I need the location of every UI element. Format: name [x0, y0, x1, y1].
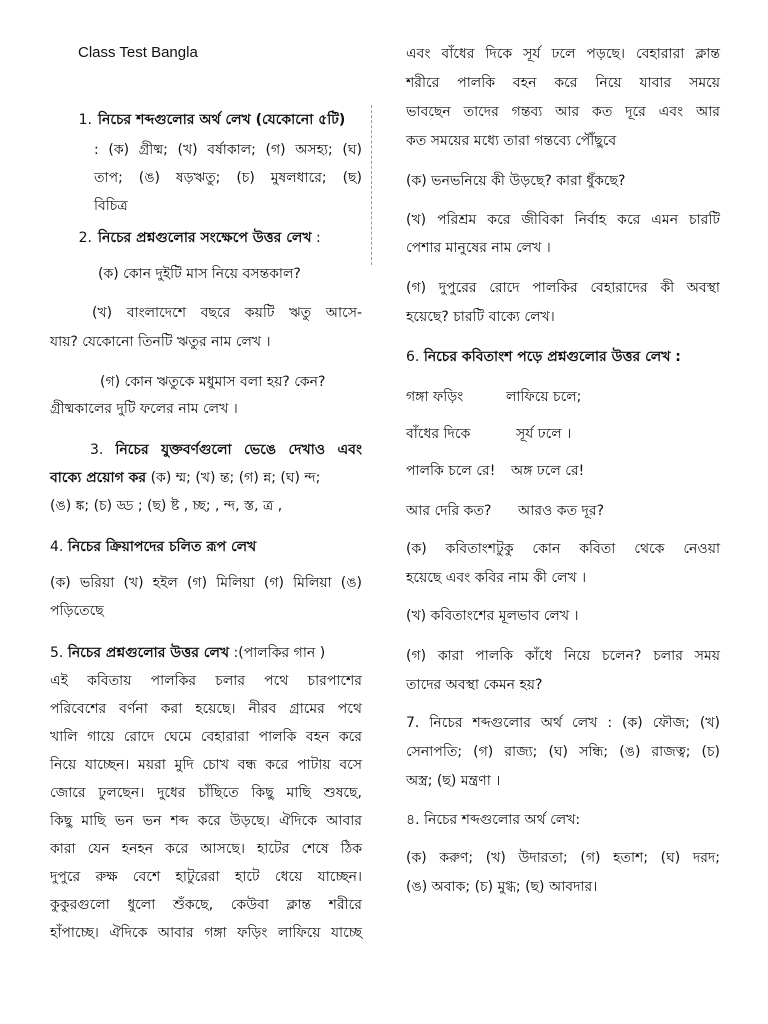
- q5-passage-line: হাঁপাচ্ছে। ঐদিকে আবার গঙ্গা ফড়িং লাফিয়ে যাচ্ছে: [50, 925, 362, 941]
- poem-line-left: আর দেরি কত?: [406, 503, 492, 519]
- q5-passage-line: এই কবিতায় পালকির চলার পথে চারপাশের: [50, 673, 362, 689]
- q1-line-2: তাপ; (ঙ) ষড়ঋতু; (চ) মুষলধারে; (ছ): [94, 170, 362, 186]
- q5-part-b-line-1: (খ) পরিশ্রম করে জীবিকা নির্বাহ করে এমন চারটি: [406, 212, 720, 228]
- q5-part-c-line-2: হয়েছে? চারটি বাক্যে লেখ।: [406, 309, 555, 325]
- q1-heading-text: নিচের শব্দগুলোর অর্থ লেখ (যেকোনো ৫টি): [98, 112, 346, 128]
- q6-heading: [406, 347, 720, 368]
- poem-line-right: সূর্য ঢলে ।: [516, 426, 572, 442]
- q5-passage-line: কিছু মাছি ভন ভন শব্দ করে উড়ছে। ঐদিকে আবার: [50, 813, 362, 829]
- q6-part-a-line-1: (ক) কবিতাংশটুকু কোন কবিতা থেকে নেওয়া: [406, 541, 720, 557]
- poem-line: [406, 424, 720, 445]
- q3-line-2: (ঙ) ঙ্ক; (চ) ড্ড ; (ছ) ষ্ট , চ্ছ; , ন্দ, স্ত, ত্র ,: [50, 498, 283, 514]
- q5-passage-cont-line: ভাবছেন তাদের গন্তব্য আর কত দূরে এবং আর: [406, 104, 720, 120]
- q7-line-2: সেনাপতি; (গ) রাজ্য; (ঘ) সন্ধি; (ঙ) রাজত্ব; (চ): [406, 744, 720, 760]
- q5-passage-line: খালি গায়ে রোদে ঘেমে বেহারারা পালকি বহন করে: [50, 729, 362, 745]
- q5-heading-text: নিচের প্রশ্নগুলোর উত্তর লেখ: [67, 645, 230, 661]
- q5-passage-cont-line: শরীরে পালকি বহন করে নিয়ে যাবার সময়ে: [406, 75, 720, 91]
- q6-part-a-line-2: হয়েছে এবং কবির নাম কী লেখ ।: [406, 570, 587, 586]
- q2-part-c-line-1: (গ) কোন ঋতুকে মধুমাস বলা হয়? কেন?: [100, 374, 326, 390]
- poem-line-left: পালকি চলে রে!: [406, 463, 496, 479]
- q6-heading-text: নিচের কবিতাংশ পড়ে প্রশ্নগুলোর উত্তর লেখ :: [423, 349, 681, 365]
- q1-heading: [62, 110, 362, 131]
- q5-part-a: (ক) ভনভনিয়ে কী উড়ছে? কারা ধুঁকছে?: [406, 173, 626, 189]
- q2-part-c-line-2: গ্রীষ্মকালের দুটি ফলের নাম লেখ ।: [50, 401, 238, 417]
- q5-passage-line: কারা যেন হনহন করে আসছে। হাটের শেষে ঠিক: [50, 841, 362, 857]
- q3-heading-text: নিচের যুক্তবর্ণগুলো ভেঙে দেখাও এবং: [115, 442, 363, 458]
- q3-number: 3.: [90, 442, 104, 458]
- q5-passage-line: কুকুরগুলো ধুলো শুঁকছে, কেউবা ক্লান্ত শরীরে: [50, 897, 362, 913]
- q4-line-1: (ক) ভরিয়া (খ) হইল (গ) মিলিয়া (গ) মিলিয়া (ঙ): [50, 575, 362, 591]
- q3-conjuncts-1: (ক) ম্ম; (খ) ন্ত; (গ) ন্ন; (ঘ) ন্দ;: [146, 470, 321, 486]
- poem-line-left: বাঁধের দিকে: [406, 426, 471, 442]
- q3-heading: [90, 440, 362, 461]
- poem-line: [406, 387, 720, 408]
- q4-heading-text: নিচের ক্রিয়াপদের চলিত রূপ লেখ: [67, 539, 257, 555]
- q5-passage-line: জোরে ঢুলছেন। দুধের চাঁছিতে কিছু মাছি শুষছে,: [50, 785, 362, 801]
- q7-line-3: অস্ত্র; (ছ) মন্ত্রণা ।: [406, 773, 501, 789]
- q5-part-c-line-1: (গ) দুপুরের রোদে পালকির বেহারাদের কী অবস্থা: [406, 280, 720, 296]
- q5-heading-suffix: :(পালকির গান ): [229, 645, 326, 661]
- q2-part-a: (ক) কোন দুইটি মাস নিয়ে বসন্তকাল?: [98, 266, 301, 282]
- poem-line-left: গঙ্গা ফড়িং: [406, 389, 464, 405]
- q7-line-1: 7. নিচের শব্দগুলোর অর্থ লেখ : (ক) ফৌজ; (খ): [406, 715, 720, 731]
- q6-part-c-line-2: তাদের অবস্থা কেমন হয়?: [406, 677, 543, 693]
- poem-line-right: আরও কত দূর?: [518, 503, 605, 519]
- q4-number: 4.: [50, 539, 64, 555]
- q3-heading-text-cont: বাক্যে প্রয়োগ কর: [50, 470, 147, 486]
- q5-passage-cont-line: এবং বাঁধের দিকে সূর্য ঢলে পড়ছে। বেহারারা ক্লান্ত: [406, 46, 720, 62]
- q5-part-b-line-2: পেশার মানুষের নাম লেখ ।: [406, 240, 551, 256]
- q1-line-3: বিচিত্র: [94, 198, 128, 214]
- q5-passage-line: নিয়ে যাচ্ছেন। ময়রা মুদি চোখ বন্ধ করে পাটায় বসে: [50, 757, 362, 773]
- q5-passage-line: পরিবেশের বর্ণনা করা হয়েছে। নীরব গ্রামের পথে: [50, 701, 362, 717]
- q6-part-b: (খ) কবিতাংশের মূলভাব লেখ ।: [406, 608, 579, 624]
- poem-line-right: লাফিয়ে চলে;: [506, 389, 582, 405]
- q5-heading: [50, 643, 362, 664]
- q1-number: 1.: [78, 112, 92, 128]
- q8-line-2: (ঙ) অবাক; (চ) মুগ্ধ; (ছ) আবদার।: [406, 879, 598, 895]
- q1-line-1: : (ক) গ্রীষ্ম; (খ) বর্ষাকাল; (গ) অসহ্য; (ঘ): [94, 142, 362, 158]
- q5-passage-cont-line: কত সময়ের মধ্যে তারা গন্তব্যে পৌঁছুবে: [406, 133, 617, 149]
- q2-number: 2.: [78, 230, 92, 246]
- q8-heading: ৪. নিচের শব্দগুলোর অর্থ লেখ:: [406, 812, 581, 828]
- q5-number: 5.: [50, 645, 64, 661]
- q3-line-1: [50, 468, 362, 489]
- q4-line-2: পড়িতেছে: [50, 603, 104, 619]
- q2-heading-text: নিচের প্রশ্নগুলোর সংক্ষেপে উত্তর লেখ: [98, 230, 312, 246]
- q2-part-b-line-1: (খ) বাংলাদেশে বছরে কয়টি ঋতু আসে-: [92, 305, 362, 321]
- q6-part-c-line-1: (গ) কারা পালকি কাঁধে নিয়ে চলেন? চলার সময়: [406, 648, 720, 664]
- q8-line-1: (ক) করুণ; (খ) উদারতা; (গ) হতাশ; (ঘ) দরদ;: [406, 850, 720, 866]
- q2-heading: [62, 228, 362, 249]
- q5-passage-line: দুপুরে রুক্ষ বেশে হাটুরেরা হাটে ধেয়ে যাচ্ছেন।: [50, 869, 362, 885]
- poem-line: [406, 501, 720, 522]
- q2-heading-colon: :: [311, 230, 321, 246]
- q4-heading: [50, 537, 362, 558]
- margin-divider: [371, 105, 372, 265]
- q6-number: 6.: [406, 349, 420, 365]
- q2-part-b-line-2: যায়? যেকোনো তিনটি ঋতুর নাম লেখ ।: [50, 334, 271, 350]
- poem-line-right: অঙ্গ ঢলে রে!: [511, 463, 585, 479]
- poem-line: [406, 461, 720, 482]
- page-title: Class Test Bangla: [78, 44, 198, 61]
